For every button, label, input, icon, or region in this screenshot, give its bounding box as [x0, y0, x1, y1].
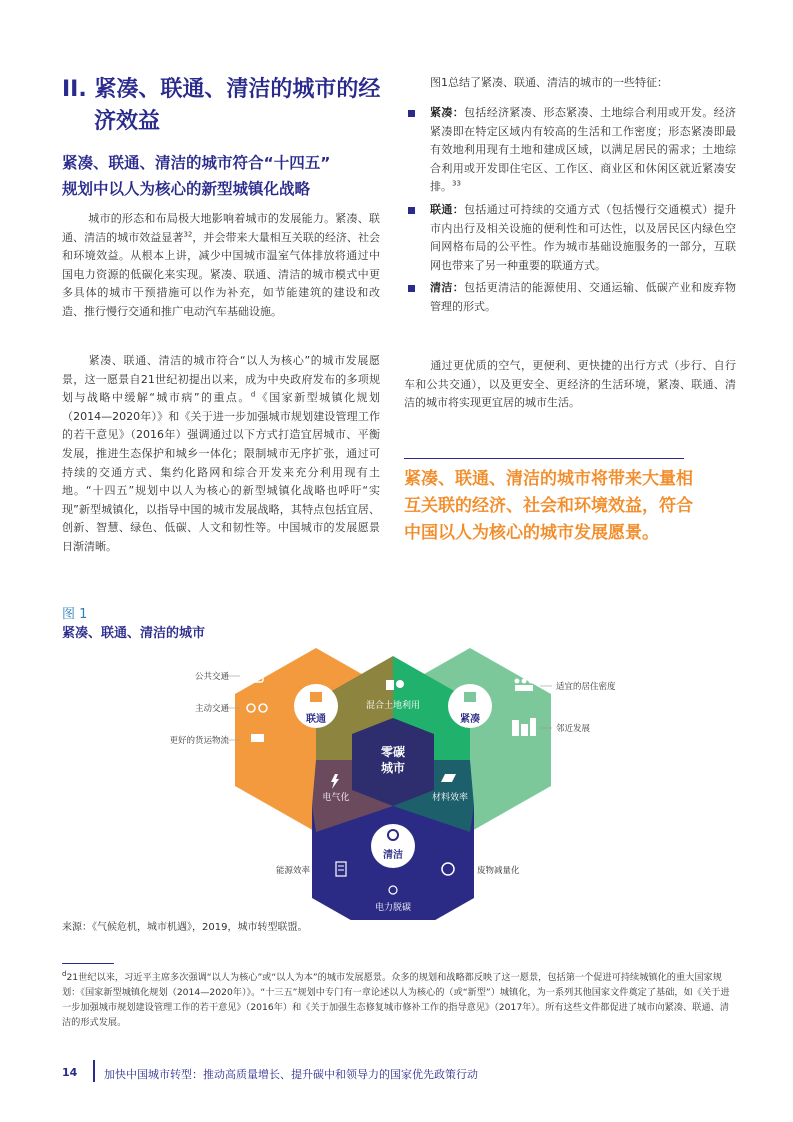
footnote-rule: [62, 963, 114, 964]
left-item-active-transport: 主动交通: [194, 704, 229, 714]
section-title-line2: 济效益: [94, 109, 161, 134]
bullet-text: 包括通过可持续的交通方式（包括慢行交通模式）提升市内出行及相关设施的便利性和可达性，以及居民区内绿色空间网格布局的公平性。作为城市基础设施服务的一部分，互联网也带来了另一种重要的联通方式。: [430, 202, 737, 272]
city-hexagon-diagram: [140, 640, 620, 920]
right-paragraph-2: 通过更优质的空气，更便利、更快捷的出行方式（步行、自行车和公共交通），以及更安全、更经济的生活环境，紧凑、联通、清洁的城市将实现更宜居的城市生活。: [404, 359, 736, 410]
left-item-public-transit: 公共交通: [194, 672, 229, 682]
hub-label-clean: 清洁: [383, 850, 403, 861]
footnote: [62, 970, 734, 1030]
section-title: [62, 74, 392, 138]
bullet-connected: [404, 201, 736, 275]
section-title-line1: II. 紧凑、联通、清洁的城市的经: [62, 77, 381, 102]
footnote-marker: d: [62, 969, 67, 978]
center-label-line2: 城市: [380, 761, 406, 775]
bullet-text: 包括更清洁的能源使用、交通运输、低碳产业和废弃物管理的形式。: [430, 281, 737, 313]
freight-truck-icon: [251, 734, 264, 742]
bullet-term: 联通：: [430, 202, 465, 216]
sub-heading-line1: 紧凑、联通、清洁的城市符合“十四五”: [62, 154, 331, 172]
footnote-ref-d: d: [250, 390, 256, 399]
hub-label-connected: 联通: [306, 714, 326, 725]
bottom-item-power-decarb: 电力脱碳: [374, 903, 412, 913]
left-paragraph-1: [62, 210, 380, 322]
figure-source: 来源：《气候危机，城市机遇》，2019，城市转型联盟。: [62, 922, 308, 933]
bottom-item-waste-reduction: 废物减量化: [477, 866, 520, 876]
label-mixed-land-use: 混合土地利用: [365, 701, 421, 711]
bullet-square-icon: [408, 285, 415, 292]
compact-blocks-icon: [464, 692, 476, 702]
label-electrification: 电气化: [322, 793, 350, 803]
feature-bullet-list: [404, 104, 736, 321]
footnote-text: 21世纪以来，习近平主席多次强调“以人为核心”或“以人为本”的城市发展愿景。众多的规划和战略都反映了这一愿景，包括第一个促进可持续城镇化的重大国家规划：《国家新型城镇化规划（2014—2020年）》。“十三五”规划中专门有一章论述以人为核心的（或“新型”）城镇化，为一系列其他国家文件奠定了基础，如《关于进一步加强城市规划建设管理工作的若干意见》（2016年）和《关于加强生态修复城市修补工作的指导意见》（2017年）。所有这些文件都促进了城市向紧凑、联通、清洁的形式发展。: [62, 972, 730, 1028]
citation-33: 33: [452, 179, 461, 188]
figure-title: 紧凑、联通、清洁的城市: [62, 626, 206, 641]
right-intro: 图1总结了紧凑、联通、清洁的城市的一些特征：: [430, 76, 668, 89]
citation-32: 32: [183, 229, 193, 238]
center-label-line1: 零碳: [380, 745, 406, 759]
bottom-item-energy-efficiency: 能源效率: [275, 866, 310, 876]
bullet-compact: [404, 104, 736, 197]
bullet-term: 清洁：: [430, 281, 465, 295]
bullet-text: 包括经济紧凑、形态紧凑、土地综合利用或开发。经济紧凑即在特定区域内有较高的生活和工作密度；形态紧凑即最有效地利用现有土地和建成区域，以满足居民的需求；土地综合利用或开发即住宅区、工作区、商业区和休闲区就近紧凑安排。: [430, 106, 737, 194]
left-item-freight-logistics: 更好的货运物流: [169, 736, 229, 746]
sub-heading-line2: 规划中以人为核心的新型城镇化战略: [62, 180, 311, 198]
left-paragraph-2: [62, 352, 380, 557]
label-material-efficiency: 材料效率: [431, 793, 469, 803]
right-item-proximity: 邻近发展: [556, 724, 591, 734]
bullet-clean: [404, 279, 736, 316]
bullet-term: 紧凑：: [430, 106, 465, 119]
p2-text-a: 紧凑、联通、清洁的城市符合“以人为核心”的城市发展愿景，这一愿景自21世纪初提出以来，成为中央政府发布的多项规划与战略中缓解“城市病”的重点。: [62, 354, 380, 405]
p2-text-b: 《国家新型城镇化规划（2014—2020年）》和《关于进一步加强城市规划建设管理工作的若干意见》（2016年）强调通过以下方式打造宜居城市、平衡发展，推进生态保护和城乡一体化；限制城市无序扩张，通过可持续的交通方式、集约化路网和综合开发来充分利用现有土地。“十四五”规划中以人为核心的新型城镇化战略也呼吁“实现”新型城镇化，以指导中国的城市发展战略，其特点包括宜居、创新、智慧、绿色、低碳、人文和韧性等。中国城市的发展愿景日渐清晰。: [62, 391, 380, 553]
pull-quote: 紧凑、联通、清洁的城市将带来大量相互关联的经济、社会和环境效益，符合中国以人为核心的城市发展愿景。: [404, 469, 693, 543]
sub-heading: [62, 150, 392, 202]
bullet-square-icon: [408, 110, 415, 117]
right-item-density: 适宜的居住密度: [556, 682, 616, 692]
footer-divider: [93, 1060, 95, 1082]
network-icon: [310, 692, 322, 702]
figure-label: 图 1: [62, 607, 88, 622]
hub-label-compact: 紧凑: [460, 714, 480, 725]
bullet-square-icon: [408, 207, 415, 214]
page-number: 14: [62, 1066, 78, 1079]
pull-quote-rule: [404, 458, 684, 459]
p1-text-a: 城市的形态和布局极大地影响着城市的发展能力。紧凑、联通、清洁的城市效益显著: [62, 212, 380, 244]
p1-text-b: ，并会带来大量相互关联的经济、社会和环境效益。从根本上讲，减少中国城市温室气体排放将通过中国电力资源的低碳化来实现。紧凑、联通、清洁的城市模式中更多具体的城市干预措施可以作为补充，如节能建筑的建设和改造、推行慢行交通和推广电动汽车基础设施。: [62, 230, 381, 318]
footer-running-title: 加快中国城市转型：推动高质量增长、提升碳中和领导力的国家优先政策行动: [104, 1068, 478, 1081]
